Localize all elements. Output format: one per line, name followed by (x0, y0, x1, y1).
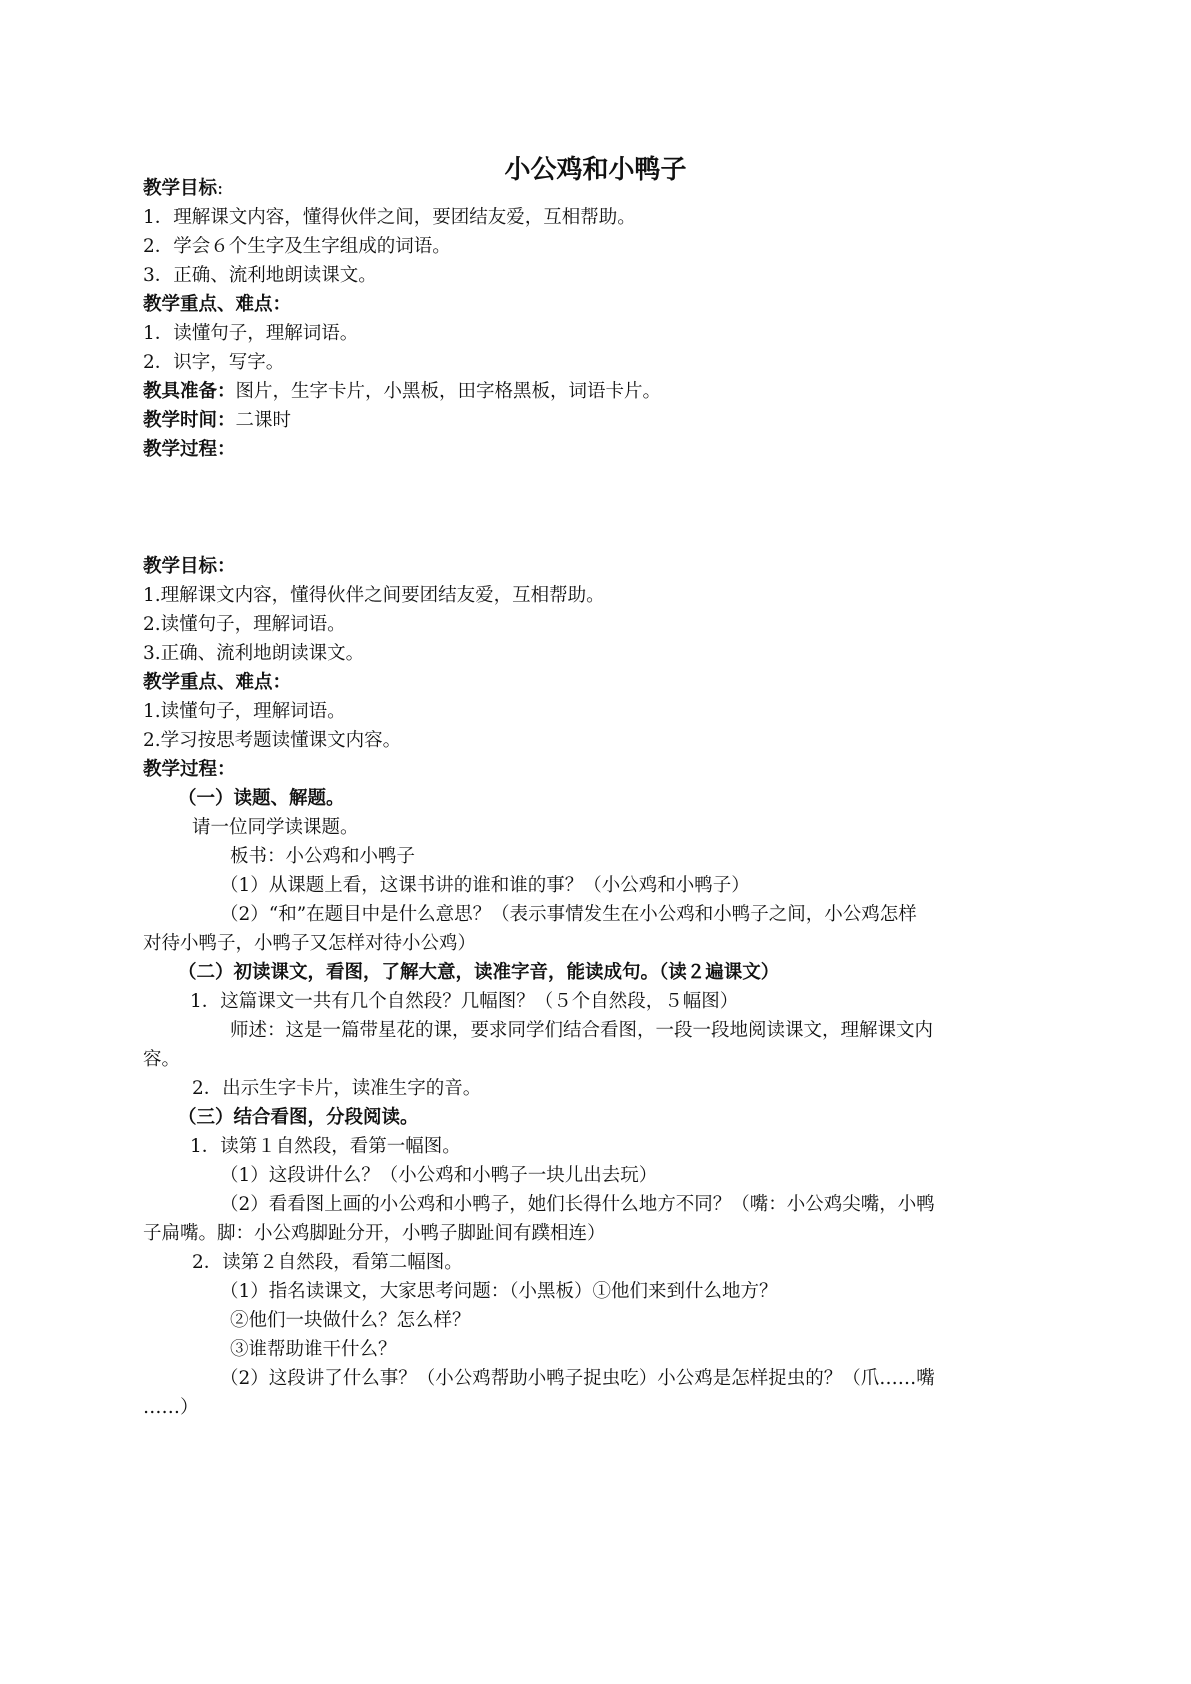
document-title: 小公鸡和小鸭子 (504, 155, 687, 185)
key-points-heading-2: 教学重点、难点： (143, 672, 292, 693)
section-1-heading: （一）读题、解题。 (178, 788, 345, 809)
goal-item: 1．理解课文内容，懂得伙伴之间，要团结友爱，互相帮助。 (143, 207, 636, 228)
section-2-line: 师述：这是一篇带星花的课，要求同学们结合看图，一段一段地阅读课文，理解课文内 (230, 1020, 934, 1041)
section-3-line: 子扁嘴。脚：小公鸡脚趾分开，小鸭子脚趾间有蹼相连） (143, 1223, 606, 1244)
section-1-line: 对待小鸭子，小鸭子又怎样对待小公鸡） (143, 933, 477, 954)
key-point-item: 2．识字，写字。 (143, 352, 285, 373)
goal-item: 3.正确、流利地朗读课文。 (143, 643, 365, 664)
section-3-line: 2．读第２自然段，看第二幅图。 (192, 1252, 463, 1273)
goals-heading: 教学目标 (143, 178, 218, 199)
goal-item: 2.读懂句子，理解词语。 (143, 614, 346, 635)
goals-heading-colon: : (217, 178, 224, 199)
section-3-line: （1）指名读课文，大家思考问题：（小黑板）①他们来到什么地方？ (220, 1281, 778, 1302)
section-3-line: ②他们一块做什么？怎么样？ (230, 1310, 471, 1331)
tools-label: 教具准备： (143, 381, 236, 402)
section-3-line: （1）这段讲什么？（小公鸡和小鸭子一块儿出去玩） (220, 1165, 658, 1186)
tools-row (143, 377, 661, 407)
goal-item: 1.理解课文内容，懂得伙伴之间要团结友爱，互相帮助。 (143, 585, 605, 606)
section-1-line: （1）从课题上看，这课书讲的谁和谁的事？（小公鸡和小鸭子） (220, 875, 750, 896)
section-3-line: 1．读第１自然段，看第一幅图。 (190, 1136, 461, 1157)
time-label: 教学时间： (143, 410, 236, 431)
key-point-item: 1．读懂句子，理解词语。 (143, 323, 359, 344)
section-1-line: 板书：小公鸡和小鸭子 (230, 846, 416, 867)
tools-value: 图片，生字卡片，小黑板，田字格黑板，词语卡片。 (235, 381, 662, 402)
section-3-line: （2）看看图上画的小公鸡和小鸭子，她们长得什么地方不同？（嘴：小公鸡尖嘴，小鸭 (220, 1194, 935, 1215)
section-3-line: （2）这段讲了什么事？（小公鸡帮助小鸭子捉虫吃）小公鸡是怎样捉虫的？（爪……嘴 (220, 1368, 935, 1389)
section-2-line: 容。 (143, 1049, 181, 1070)
section-3-line: ……） (143, 1397, 199, 1418)
section-3-line: ③谁帮助谁干什么？ (230, 1339, 397, 1360)
section-1-line: 请一位同学读课题。 (192, 817, 359, 838)
time-row (143, 406, 291, 436)
section-2-heading: （二）初读课文，看图，了解大意，读准字音，能读成句。（读２遍课文） (178, 962, 780, 983)
time-value: 二课时 (235, 410, 292, 431)
key-point-item: 2.学习按思考题读懂课文内容。 (143, 730, 402, 751)
section-3-heading: （三）结合看图，分段阅读。 (178, 1107, 419, 1128)
key-points-heading: 教学重点、难点： (143, 294, 292, 315)
process-heading: 教学过程： (143, 439, 236, 460)
goals-heading-2: 教学目标： (143, 556, 236, 577)
section-1-line: （2）“和”在题目中是什么意思？（表示事情发生在小公鸡和小鸭子之间，小公鸡怎样 (220, 904, 917, 925)
process-heading-2: 教学过程： (143, 759, 236, 780)
key-point-item: 1.读懂句子，理解词语。 (143, 701, 346, 722)
goals-heading-row (143, 174, 223, 204)
section-2-line: 2．出示生字卡片，读准生字的音。 (192, 1078, 482, 1099)
goal-item: 2．学会６个生字及生字组成的词语。 (143, 236, 451, 257)
section-2-line: 1．这篇课文一共有几个自然段？几幅图？（５个自然段，５幅图） (190, 991, 739, 1012)
goal-item: 3．正确、流利地朗读课文。 (143, 265, 377, 286)
